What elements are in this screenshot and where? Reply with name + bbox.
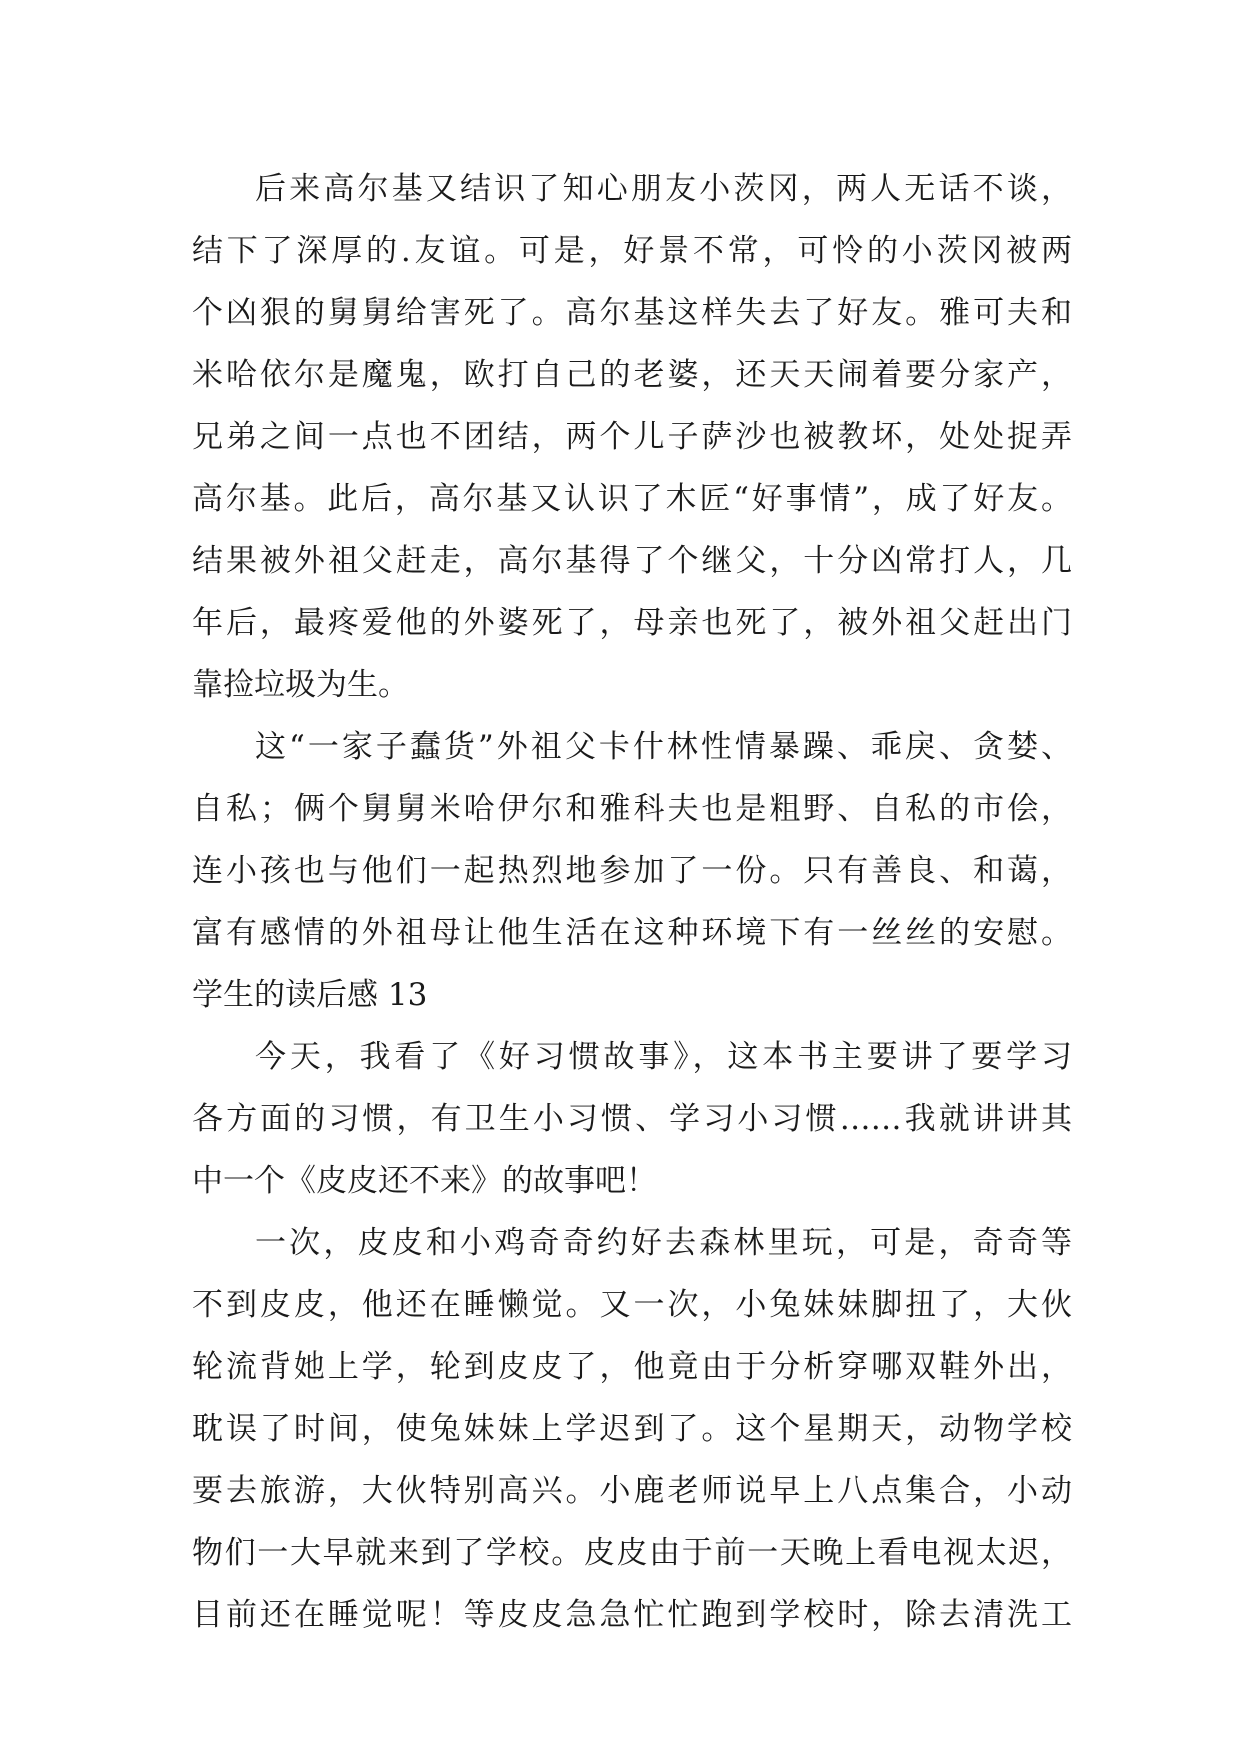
text-line: 各方面的习惯，有卫生小习惯、学习小习惯……我就讲讲其	[192, 1101, 1072, 1137]
text-line: 今天，我看了《好习惯故事》，这本书主要讲了要学习	[255, 1039, 1072, 1075]
text-line: 要去旅游，大伙特别高兴。小鹿老师说早上八点集合，小动	[192, 1473, 1072, 1509]
text-line: 个凶狠的舅舅给害死了。高尔基这样失去了好友。雅可夫和	[192, 295, 1072, 331]
text-line: 物们一大早就来到了学校。皮皮由于前一天晚上看电视太迟，	[192, 1535, 1072, 1571]
text-line: 目前还在睡觉呢！等皮皮急急忙忙跑到学校时，除去清洗工	[192, 1597, 1072, 1633]
text-line: 靠捡垃圾为生。	[192, 667, 409, 703]
text-line: 米哈依尔是魔鬼，欧打自己的老婆，还天天闹着要分家产，	[192, 357, 1072, 393]
text-line: 兄弟之间一点也不团结，两个儿子萨沙也被教坏，处处捉弄	[192, 419, 1072, 455]
text-line: 结果被外祖父赶走，高尔基得了个继父，十分凶常打人，几	[192, 543, 1072, 579]
text-line: 自私；俩个舅舅米哈伊尔和雅科夫也是粗野、自私的市侩，	[192, 791, 1072, 827]
document-body	[192, 158, 1072, 1646]
text-line: 高尔基。此后，高尔基又认识了木匠“好事情”，成了好友。	[192, 481, 1072, 517]
text-line: 中一个《皮皮还不来》的故事吧！	[192, 1163, 657, 1199]
text-line: 耽误了时间，使兔妹妹上学迟到了。这个星期天，动物学校	[192, 1411, 1072, 1447]
text-line: 富有感情的外祖母让他生活在这种环境下有一丝丝的安慰。	[192, 915, 1072, 951]
text-line: 不到皮皮，他还在睡懒觉。又一次，小兔妹妹脚扭了，大伙	[192, 1287, 1072, 1323]
text-line: 轮流背她上学，轮到皮皮了，他竟由于分析穿哪双鞋外出，	[192, 1349, 1072, 1385]
section-heading: 学生的读后感 13	[192, 977, 428, 1013]
text-line: 一次，皮皮和小鸡奇奇约好去森林里玩，可是，奇奇等	[255, 1225, 1072, 1261]
text-line: 结下了深厚的.友谊。可是，好景不常，可怜的小茨冈被两	[192, 233, 1072, 269]
text-line: 后来高尔基又结识了知心朋友小茨冈，两人无话不谈，	[255, 171, 1072, 207]
text-line: 年后，最疼爱他的外婆死了，母亲也死了，被外祖父赶出门	[192, 605, 1072, 641]
text-line: 这“一家子蠢货”外祖父卡什林性情暴躁、乖戾、贪婪、	[255, 729, 1072, 765]
text-line: 连小孩也与他们一起热烈地参加了一份。只有善良、和蔼，	[192, 853, 1072, 889]
